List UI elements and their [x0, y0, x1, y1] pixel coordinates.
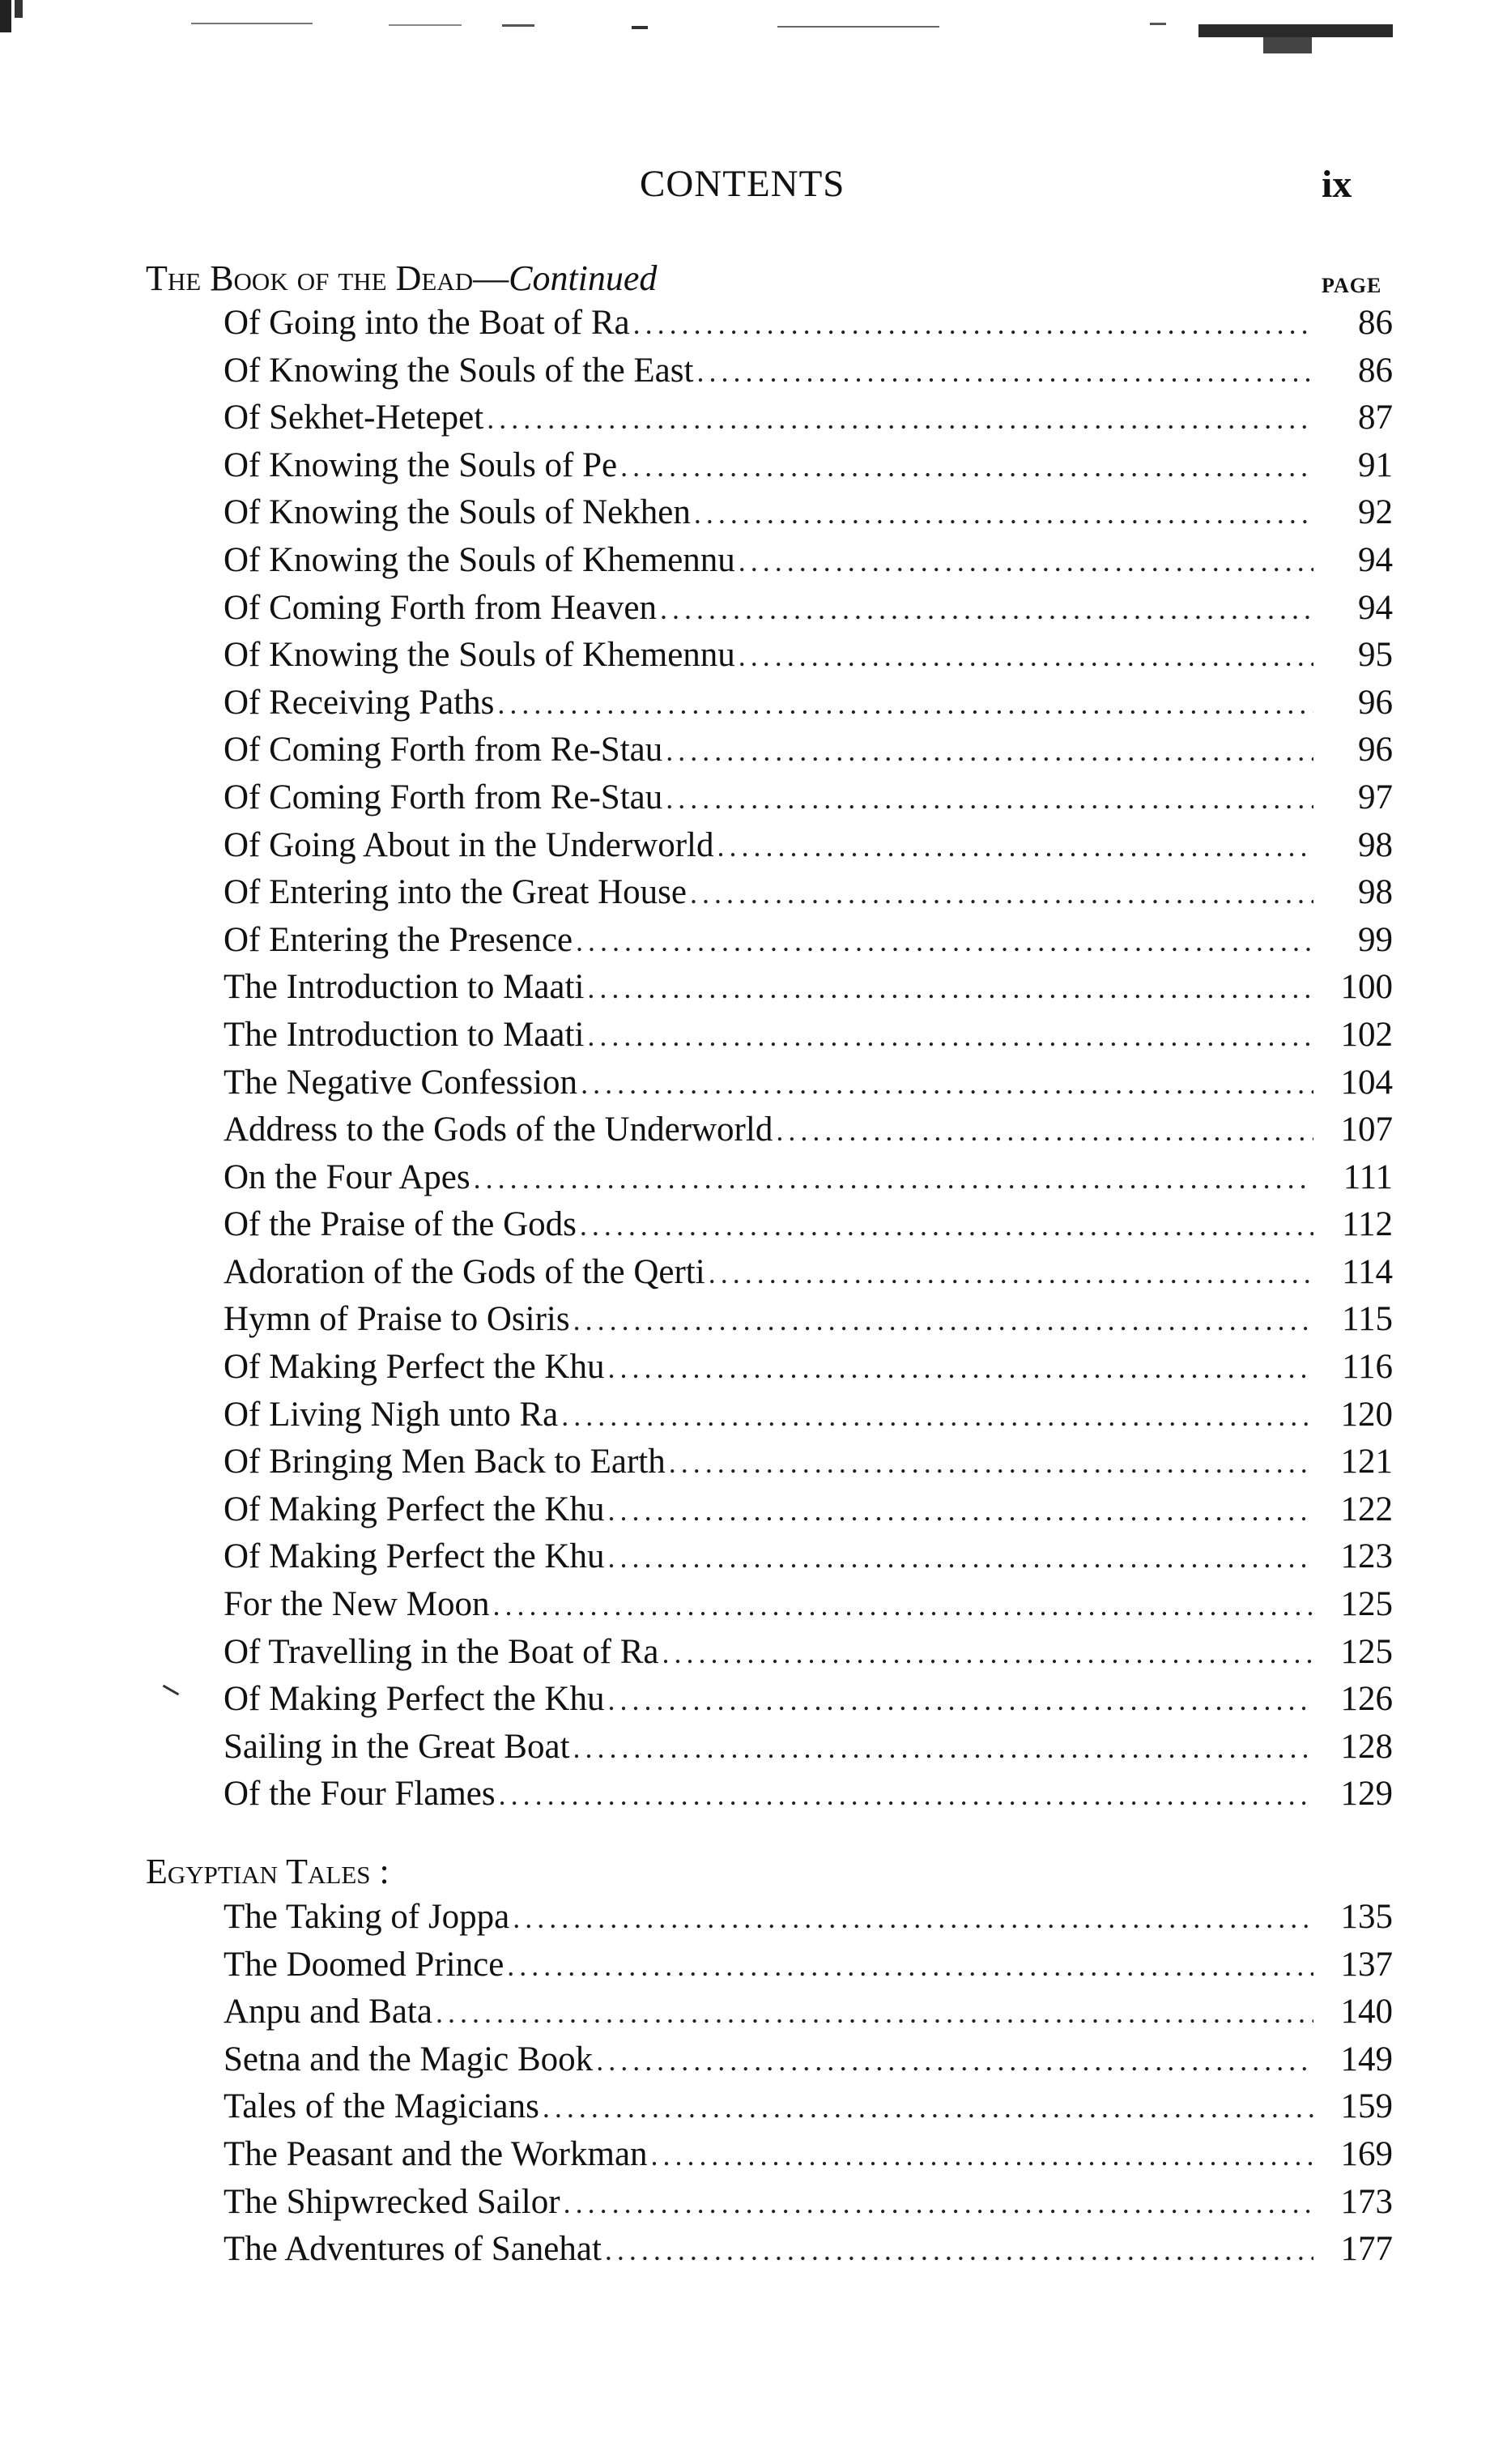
dot-leader: [587, 965, 1313, 1012]
toc-entry[interactable]: [223, 489, 1393, 537]
toc-entry[interactable]: [223, 1486, 1393, 1534]
toc-entry[interactable]: [223, 1012, 1393, 1059]
toc-entry[interactable]: [223, 680, 1393, 727]
dot-leader: [651, 2132, 1313, 2180]
dot-leader: [776, 1107, 1313, 1155]
entry-title: The Doomed Prince: [223, 1945, 504, 1984]
toc-entry[interactable]: [223, 727, 1393, 774]
dot-leader: [573, 1724, 1313, 1772]
toc-entry[interactable]: [223, 1201, 1393, 1249]
entry-page-number: 128: [1340, 1727, 1393, 1766]
entry-title: Hymn of Praise to Osiris: [223, 1300, 570, 1339]
entry-title: Of Bringing Men Back to Earth: [223, 1443, 666, 1481]
entry-title: Of Making Perfect the Khu: [223, 1490, 605, 1528]
dot-leader: [607, 1677, 1313, 1724]
section-heading-book-of-the-dead: [146, 258, 657, 299]
entry-page-number: 125: [1340, 1585, 1393, 1624]
dot-leader: [696, 348, 1313, 396]
entry-title: Of Knowing the Souls of Nekhen: [223, 493, 691, 532]
section-heading-text: Egyptian Tales :: [146, 1852, 390, 1891]
entry-page-number: 87: [1358, 399, 1393, 437]
entry-title: Anpu and Bata: [223, 1993, 432, 2031]
entry-title: Of Travelling in the Boat of Ra: [223, 1632, 659, 1671]
entry-title: Of Entering the Presence: [223, 920, 573, 959]
toc-entry[interactable]: [223, 347, 1393, 395]
toc-entry[interactable]: [223, 822, 1393, 870]
entry-title: Of Coming Forth from Re-Stau: [223, 731, 663, 769]
dot-leader: [605, 2227, 1313, 2274]
dot-leader: [739, 538, 1313, 586]
toc-entry[interactable]: [223, 1439, 1393, 1486]
toc-entry[interactable]: [223, 585, 1393, 633]
dot-leader: [564, 2180, 1313, 2227]
dot-leader: [662, 1630, 1313, 1677]
entry-page-number: 115: [1342, 1300, 1393, 1339]
entry-title: Of Making Perfect the Khu: [223, 1680, 605, 1719]
section-heading-continued: Continued: [509, 258, 658, 298]
entry-page-number: 122: [1340, 1490, 1393, 1528]
entry-page-number: 116: [1342, 1348, 1393, 1387]
page-header: [0, 162, 1507, 219]
running-title: CONTENTS: [640, 163, 845, 205]
dot-leader: [573, 1297, 1313, 1345]
entry-page-number: 129: [1340, 1775, 1393, 1814]
dot-leader: [507, 1942, 1313, 1990]
toc-entry[interactable]: [223, 1533, 1393, 1581]
entry-page-number: 126: [1340, 1680, 1393, 1719]
dot-leader: [543, 2084, 1313, 2132]
entry-title: Of the Four Flames: [223, 1775, 496, 1814]
entry-page-number: 94: [1358, 588, 1393, 627]
entry-page-number: 99: [1358, 920, 1393, 959]
toc-entry[interactable]: [223, 300, 1393, 347]
dot-leader: [666, 775, 1313, 823]
entry-page-number: 94: [1358, 540, 1393, 579]
dot-leader: [709, 1250, 1313, 1298]
dot-leader: [492, 1582, 1313, 1630]
entry-page-number: 98: [1358, 873, 1393, 912]
entry-page-number: 120: [1340, 1395, 1393, 1434]
dot-leader: [581, 1060, 1313, 1108]
dot-leader: [607, 1534, 1313, 1582]
entry-page-number: 104: [1340, 1063, 1393, 1102]
dot-leader: [717, 823, 1313, 871]
entry-page-number: 125: [1340, 1632, 1393, 1671]
dot-leader: [487, 395, 1313, 443]
entry-page-number: 140: [1340, 1993, 1393, 2031]
dot-leader: [497, 680, 1313, 728]
toc-entry[interactable]: [223, 1249, 1393, 1297]
dot-leader: [499, 1771, 1313, 1819]
entry-page-number: 100: [1340, 968, 1393, 1007]
entry-title: Of Making Perfect the Khu: [223, 1348, 605, 1387]
toc-entry[interactable]: [223, 632, 1393, 680]
dot-leader: [576, 918, 1313, 966]
page-column-label: PAGE: [1322, 274, 1382, 297]
toc-entry[interactable]: [223, 1106, 1393, 1154]
entry-page-number: 96: [1358, 731, 1393, 769]
entry-page-number: 159: [1340, 2087, 1393, 2126]
entry-page-number: 121: [1340, 1443, 1393, 1481]
toc-entry[interactable]: [223, 1392, 1393, 1439]
toc-entry[interactable]: [223, 1676, 1393, 1724]
toc-entry[interactable]: [223, 1154, 1393, 1202]
entry-page-number: 95: [1358, 636, 1393, 675]
entry-title: Of Making Perfect the Khu: [223, 1537, 605, 1576]
entry-page-number: 114: [1342, 1252, 1393, 1291]
entry-page-number: 111: [1343, 1157, 1393, 1196]
entry-title: The Introduction to Maati: [223, 1015, 585, 1054]
entry-title: Of Receiving Paths: [223, 683, 495, 722]
toc-entry[interactable]: [223, 774, 1393, 822]
toc-entry[interactable]: [223, 2226, 1393, 2274]
entry-title: The Adventures of Sanehat: [223, 2230, 602, 2269]
dot-leader: [669, 1439, 1313, 1487]
entry-page-number: 102: [1340, 1015, 1393, 1054]
entry-title: For the New Moon: [223, 1585, 490, 1624]
toc-entry[interactable]: [223, 537, 1393, 585]
toc-entry[interactable]: [223, 394, 1393, 442]
scan-edge-artifact: [0, 0, 1507, 57]
entry-title: Sailing in the Great Boat: [223, 1727, 570, 1766]
dot-leader: [561, 1392, 1313, 1440]
entry-page-number: 92: [1358, 493, 1393, 532]
entry-page-number: 91: [1358, 445, 1393, 484]
toc-entry[interactable]: [223, 1942, 1393, 1989]
toc-entry[interactable]: [223, 1581, 1393, 1629]
dot-leader: [660, 586, 1313, 633]
section-heading-text: The Book of the Dead—: [146, 258, 509, 298]
entry-title: Address to the Gods of the Underworld: [223, 1111, 773, 1149]
entry-title: Of Knowing the Souls of Pe: [223, 445, 618, 484]
dot-leader: [596, 2037, 1313, 2085]
entry-title: The Shipwrecked Sailor: [223, 2182, 560, 2221]
toc-entry[interactable]: [223, 442, 1393, 490]
toc-entry[interactable]: [223, 964, 1393, 1012]
dot-leader: [607, 1345, 1313, 1392]
toc-entry[interactable]: [223, 1296, 1393, 1344]
dot-leader: [513, 1895, 1313, 1942]
entry-page-number: 123: [1340, 1537, 1393, 1576]
entry-title: Of Going into the Boat of Ra: [223, 304, 630, 342]
entry-title: Of Coming Forth from Heaven: [223, 588, 658, 627]
dot-leader: [587, 1012, 1313, 1060]
entry-title: Of Going About in the Underworld: [223, 825, 714, 864]
entry-page-number: 107: [1340, 1111, 1393, 1149]
entry-page-number: 86: [1358, 351, 1393, 390]
entry-title: Of Knowing the Souls of Khemennu: [223, 636, 735, 675]
entry-title: The Taking of Joppa: [223, 1898, 510, 1936]
entry-title: Setna and the Magic Book: [223, 2040, 594, 2078]
toc-entry[interactable]: [223, 917, 1393, 965]
dot-leader: [739, 633, 1313, 680]
toc-list-egyptian-tales: [223, 1894, 1393, 2274]
entry-page-number: 86: [1358, 304, 1393, 342]
entry-title: Adoration of the Gods of the Qerti: [223, 1252, 705, 1291]
dot-leader: [607, 1487, 1313, 1535]
dot-leader: [633, 301, 1313, 348]
dot-leader: [620, 443, 1313, 491]
dot-leader: [474, 1155, 1313, 1203]
toc-entry[interactable]: [223, 1724, 1393, 1771]
entry-page-number: 112: [1342, 1205, 1393, 1244]
toc-entry[interactable]: [223, 1771, 1393, 1818]
dot-leader: [690, 870, 1313, 918]
entry-title: Of Entering into the Great House: [223, 873, 687, 912]
dot-leader: [694, 490, 1313, 538]
entry-title: The Negative Confession: [223, 1063, 578, 1102]
toc-entry[interactable]: [223, 2179, 1393, 2227]
toc-entry[interactable]: [223, 869, 1393, 917]
entry-title: Of Living Nigh unto Ra: [223, 1395, 559, 1434]
page-number: ix: [1322, 163, 1352, 206]
dot-leader: [436, 1989, 1313, 2037]
entry-title: Of the Praise of the Gods: [223, 1205, 577, 1244]
entry-title: The Introduction to Maati: [223, 968, 585, 1007]
toc-entry[interactable]: [223, 1989, 1393, 2036]
toc-entry[interactable]: [223, 2083, 1393, 2131]
toc-entry[interactable]: [223, 2036, 1393, 2084]
toc-entry[interactable]: [223, 2131, 1393, 2179]
entry-page-number: 96: [1358, 683, 1393, 722]
entry-page-number: 97: [1358, 778, 1393, 816]
toc-entry[interactable]: [223, 1894, 1393, 1942]
section-heading-egyptian-tales: [146, 1851, 390, 1892]
entry-title: The Peasant and the Workman: [223, 2134, 648, 2173]
dot-leader: [580, 1202, 1313, 1250]
toc-list-book-of-the-dead: [223, 300, 1393, 1818]
toc-entry[interactable]: [223, 1344, 1393, 1392]
entry-page-number: 177: [1340, 2230, 1393, 2269]
toc-entry[interactable]: [223, 1629, 1393, 1677]
margin-pencil-mark: [163, 1685, 180, 1696]
entry-title: Tales of the Magicians: [223, 2087, 539, 2126]
entry-page-number: 135: [1340, 1898, 1393, 1936]
entry-page-number: 173: [1340, 2182, 1393, 2221]
entry-page-number: 98: [1358, 825, 1393, 864]
entry-page-number: 169: [1340, 2134, 1393, 2173]
dot-leader: [666, 727, 1313, 775]
entry-page-number: 149: [1340, 2040, 1393, 2078]
entry-title: Of Coming Forth from Re-Stau: [223, 778, 663, 816]
entry-title: Of Knowing the Souls of Khemennu: [223, 540, 735, 579]
toc-entry[interactable]: [223, 1059, 1393, 1107]
entry-title: On the Four Apes: [223, 1157, 470, 1196]
entry-title: Of Knowing the Souls of the East: [223, 351, 694, 390]
entry-page-number: 137: [1340, 1945, 1393, 1984]
entry-title: Of Sekhet-Hetepet: [223, 399, 484, 437]
